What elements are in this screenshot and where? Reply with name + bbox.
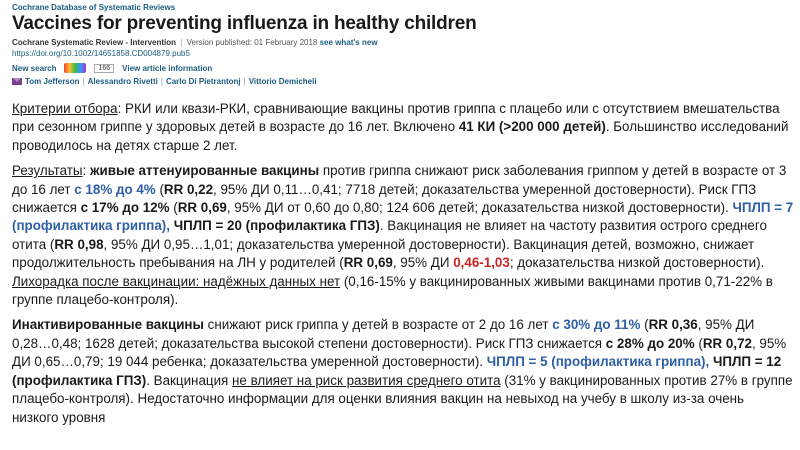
selection-criteria-paragraph <box>12 100 794 155</box>
risk-ratio: RR 0,22 <box>163 181 214 197</box>
risk-change: с 18% до 4% <box>74 181 156 197</box>
risk-ratio: RR 0,69 <box>343 255 393 271</box>
text-run: . Вакцинация <box>146 372 233 388</box>
nnt-influenza: ЧПЛП = 7 (профилактика гриппа), <box>12 200 794 234</box>
meta-divider: | <box>180 38 183 47</box>
text-run: ; доказательства низкой достоверности). <box>509 255 765 271</box>
author-list <box>12 77 792 86</box>
text-run: , 95% ДИ 0,95…1,01; доказательства умеренной достоверности). Вакцинация детей, возможно, снижает продолжительность пребывания на ЛН у родителей ( <box>12 236 755 271</box>
text-run: , 95% ДИ 0,65…0,79; 19 044 ребенка; доказательства умеренной достоверности). <box>12 335 787 370</box>
risk-change: с 17% до 12% <box>80 200 170 216</box>
text-run: ( <box>169 200 178 216</box>
fever-note: Лихорадка после вакцинации: надёжных данных нет <box>12 273 341 289</box>
vaccine-type: Инактивированные вакцины <box>12 317 204 333</box>
text-run: ( <box>694 335 703 351</box>
nnt-influenza: ЧПЛП = 5 (профилактика гриппа), <box>486 354 710 370</box>
summary-text <box>12 100 794 434</box>
doi-link[interactable]: https://doi.org/10.1002/14651858.CD004879.pub5 <box>12 49 190 58</box>
live-vaccines-results-paragraph <box>12 162 794 309</box>
risk-ratio: RR 0,36 <box>648 317 698 333</box>
text-run: , 95% ДИ от 0,60 до 0,80; 124 606 детей; доказательства низкой достоверности). <box>226 200 733 216</box>
text-run: . Большинство исследований проводилось на детях старше 2 лет. <box>12 119 789 153</box>
view-article-info-link[interactable]: View article information <box>122 63 213 73</box>
new-search-link[interactable]: New search <box>12 63 57 73</box>
article-title: Vaccines for preventing influenza in healthy children <box>12 13 477 34</box>
text-run: , 95% ДИ 0,28…0,48; 1628 детей; доказательства высокой степени достоверности). Риск ГПЗ снижается <box>12 317 755 351</box>
text-run: , 95% ДИ 0,11…0,41; 7718 детей; доказательства умеренной достоверности). Риск ГПЗ снижается <box>12 181 757 216</box>
author-divider: | <box>160 77 163 86</box>
confidence-interval-highlight: 0,46-1,03 <box>453 255 510 271</box>
altmetric-badge-icon[interactable] <box>64 63 86 73</box>
section-label: Критерии отбора <box>12 101 118 116</box>
text-run: (0,16-15% у вакцинированных живыми вакцинами против 0,71-22% в группе плацебо-контроля). <box>12 273 773 308</box>
article-header <box>12 3 792 86</box>
text-run: ( <box>640 317 649 333</box>
section-label: Результаты <box>12 163 83 179</box>
text-run: снижают риск гриппа у детей в возрасте от 2 до 16 лет <box>203 317 553 333</box>
vaccine-type: живые аттенуированные вакцины <box>89 163 320 179</box>
text-run: против гриппа снижают риск заболевания гриппом у детей в возрасте от 3 до 16 лет <box>12 163 787 197</box>
text-run: ( <box>155 181 164 197</box>
author-link[interactable]: Tom Jefferson <box>25 77 80 86</box>
author-divider: | <box>243 77 246 86</box>
author-link[interactable]: Carlo Di Pietrantonj <box>165 77 241 86</box>
review-type: Cochrane Systematic Review - Intervention <box>12 38 177 47</box>
risk-ratio: RR 0,98 <box>54 236 104 252</box>
author-link[interactable]: Alessandro Rivetti <box>87 77 158 86</box>
database-name[interactable]: Cochrane Database of Systematic Reviews <box>12 3 176 12</box>
article-toolbar <box>12 63 792 73</box>
inactivated-vaccines-paragraph <box>12 316 794 426</box>
risk-ratio: RR 0,72 <box>702 335 752 351</box>
trial-count: 41 КИ (>200 000 детей) <box>458 119 606 135</box>
article-meta <box>12 38 792 47</box>
risk-ratio: RR 0,69 <box>177 200 227 216</box>
author-divider: | <box>82 77 85 86</box>
text-run: , 95% ДИ <box>392 255 454 271</box>
text-run: . Вакцинация не влияет на частоту развития острого среднего отита ( <box>12 218 767 252</box>
risk-change: с 30% до 11% <box>552 317 641 333</box>
altmetric-count[interactable]: 166 <box>94 64 114 73</box>
nnt-ili: ЧПЛП = 12 (профилактика ГПЗ) <box>12 354 782 388</box>
text-run: : <box>82 163 90 179</box>
risk-change: с 28% до 20% <box>605 335 695 351</box>
text-run: (31% у вакцинированных против 27% в группе плацебо-контроля). Недостаточно информации для оценки влияния вакцин на невыход на учебу в школу из-за очень низкого уровня <box>12 372 793 425</box>
email-icon[interactable] <box>12 78 22 85</box>
nnt-ili: ЧПЛП = 20 (профилактика ГПЗ) <box>169 218 380 234</box>
author-link[interactable]: Vittorio Demicheli <box>248 77 317 86</box>
text-run: : РКИ или квази-РКИ, сравнивающие вакцины против гриппа с плацебо или с отсутствием вмешательства при сезонном гриппе у здоровых детей в возрасте до 16 лет. Включено <box>12 101 780 135</box>
whats-new-link[interactable]: see what's new <box>319 38 378 47</box>
otitis-note: не влияет на риск развития среднего отита <box>232 372 501 388</box>
version-published: Version published: 01 February 2018 <box>186 38 318 47</box>
